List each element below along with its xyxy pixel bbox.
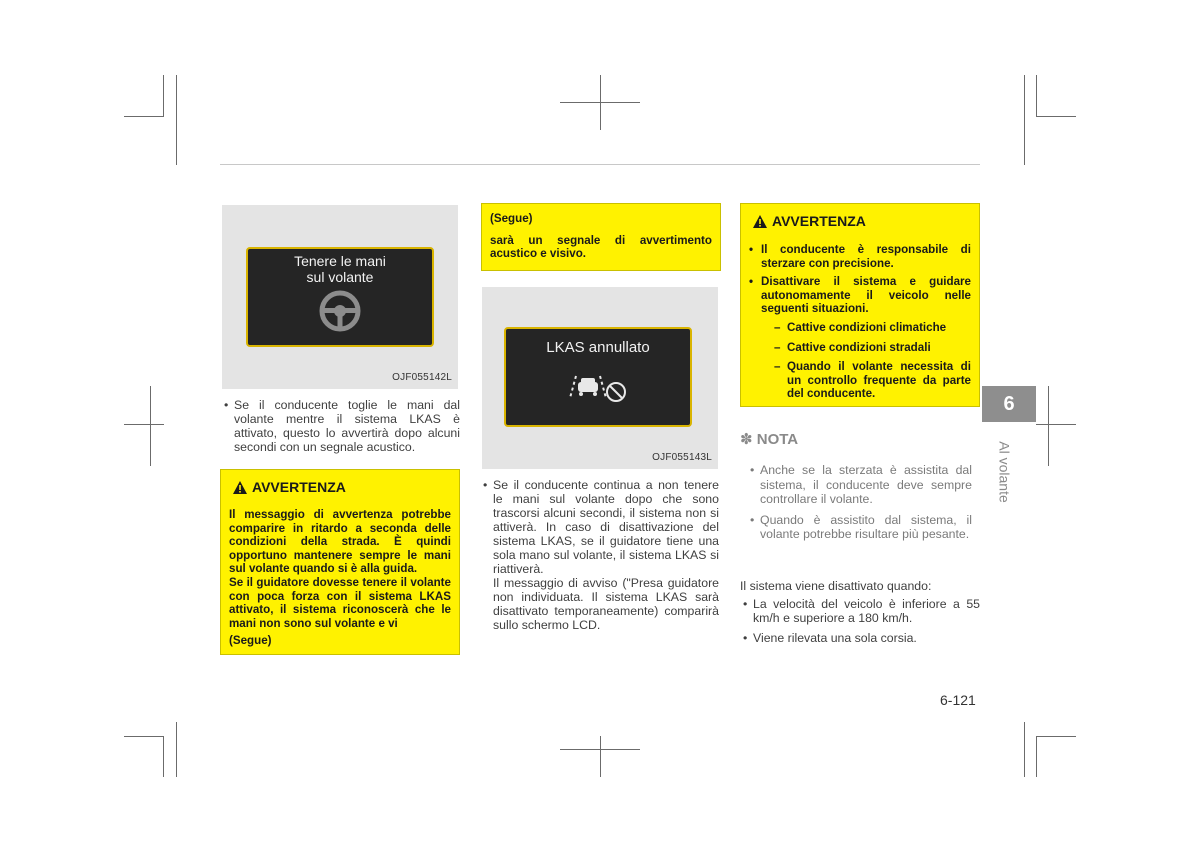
warning-subitem: – Cattive condizioni stradali [749, 341, 971, 355]
figure-hands-on-wheel [222, 205, 458, 389]
nota-item: • Anche se la sterzata è assistita dal sistema, il conducente deve sempre controllare il volante. [748, 463, 972, 507]
steering-wheel-icon [318, 289, 362, 333]
chapter-tab: 6 [982, 386, 1036, 422]
figure-caption: OJF055142L [392, 372, 452, 383]
page-number: 6-121 [940, 692, 976, 708]
warning-subitem: – Quando il volante necessita di un controllo frequente da parte del conducente. [749, 360, 971, 401]
continued-label: (Segue) [490, 212, 533, 225]
continued-label: (Segue) [229, 634, 272, 648]
warning-box-col3 [740, 203, 980, 407]
col2-bullet: • Se il conducente continua a non tenere le mani sul volante dopo che sono trascorsi alcuni secondi, il sistema non si attiverà. In caso di disattivazione del sistema LKAS, se il guidatore tiene una sola mano sul volante, il sistema LKAS si riattiverà. [483, 478, 719, 576]
continued-text: sarà un segnale di avvertimento acustico e visivo. [490, 233, 712, 261]
warning-subitem: – Cattive condizioni climatiche [749, 321, 971, 335]
display-message-line1: Tenere le mani [294, 253, 386, 269]
disabled-heading: Il sistema viene disattivato quando: [740, 579, 932, 593]
warning-paragraph-2: Se il guidatore dovesse tenere il volante con poca forza con il sistema LKAS attivato, il sistema riconoscerà che le mani non sono sul volante e vi [229, 575, 451, 630]
header-rule [220, 164, 980, 165]
lkas-cancel-icon [566, 370, 630, 406]
warning-triangle-icon [233, 481, 247, 494]
cluster-display [504, 327, 692, 427]
col2-paragraph: Il messaggio di avviso ("Presa guidatore non individuata. Il sistema LKAS sarà disattivato temporaneamente) comparirà sullo schermo LCD. [493, 576, 719, 632]
display-message: LKAS annullato [546, 339, 650, 356]
disabled-item: • La velocità del veicolo è inferiore a 55 km/h e superiore a 180 km/h. [743, 597, 980, 625]
warning-triangle-icon [753, 215, 767, 228]
warning-title: AVVERTENZA [772, 213, 866, 229]
warning-title: AVVERTENZA [252, 479, 346, 495]
warning-paragraph-1: Il messaggio di avvertenza potrebbe comparire in ritardo a seconda delle condizioni della strada. È quindi opportuno mantenere sempre le mani sul volante quando si è alla guida. [229, 508, 451, 576]
disabled-section [740, 579, 980, 645]
disabled-item: • Viene rilevata una sola corsia. [743, 631, 980, 645]
nota-title: ✽ NOTA [740, 431, 799, 448]
warning-box-col1 [220, 469, 460, 655]
nota-list [748, 463, 972, 548]
figure-caption: OJF055143L [652, 452, 712, 463]
warning-bullet-1: • Il conducente è responsabile di sterzare con precisione. [749, 243, 971, 270]
col1-bullet: • Se il conducente toglie le mani dal volante mentre il sistema LKAS è attivato, questo lo avvertirà dopo alcuni secondi con un segnale acustico. [224, 398, 460, 454]
continued-warning-box [481, 203, 721, 271]
col2-text [483, 478, 719, 632]
display-message-line2: sul volante [306, 269, 374, 285]
cluster-display [246, 247, 434, 347]
nota-item: • Quando è assistito dal sistema, il volante potrebbe risultare più pesante. [748, 513, 972, 542]
warning-bullet-2: • Disattivare il sistema e guidare autonomamente il veicolo nelle seguenti situazioni. [749, 275, 971, 316]
figure-lkas-cancelled [482, 287, 718, 469]
chapter-label: Al volante [996, 441, 1013, 503]
